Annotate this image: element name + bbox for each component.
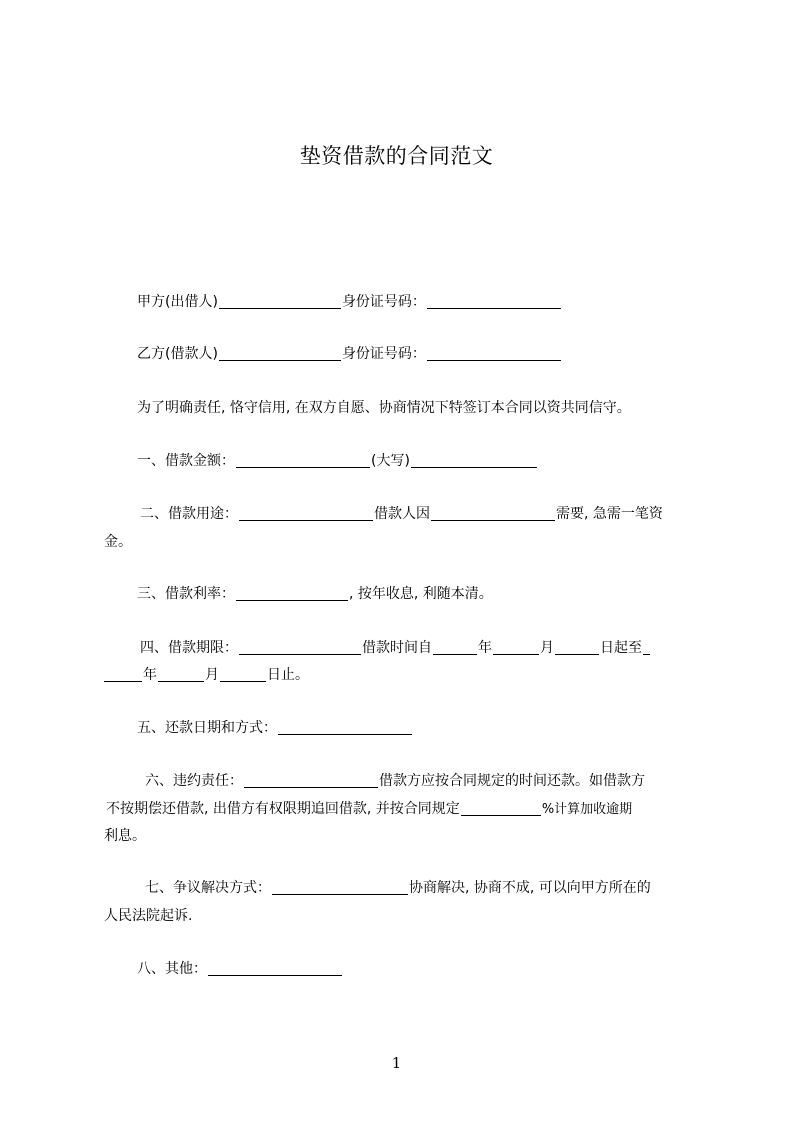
interest-rate-blank[interactable]	[236, 586, 348, 601]
breach-liability-blank[interactable]	[244, 773, 378, 788]
party-a-line	[137, 288, 562, 316]
clause-6-breach	[145, 767, 645, 795]
clause-2-text-a: 借款人因	[374, 506, 430, 522]
clause-4-label: 四、借款期限：	[140, 640, 238, 656]
clause-6-text-b: 不按期偿还借款, 出借方有权限期追回借款, 并按合同规定	[106, 801, 460, 817]
end-year-label: 年	[143, 667, 157, 683]
loan-purpose-blank[interactable]	[239, 506, 373, 521]
loan-amount-blank[interactable]	[236, 453, 370, 468]
start-year-blank[interactable]	[433, 640, 477, 655]
clause-3-label: 三、借款利率：	[137, 586, 235, 602]
clause-4-text-a: 借款时间自	[362, 640, 432, 656]
clause-6-text-a: 借款方应按合同规定的时间还款。如借款方	[379, 773, 645, 789]
clause-5-repayment	[137, 714, 413, 742]
party-b-label: 乙方(借款人)	[137, 346, 218, 362]
end-day-blank[interactable]	[220, 667, 266, 682]
clause-1-daxie: (大写)	[371, 453, 410, 469]
document-title: 垫资借款的合同范文	[299, 144, 494, 168]
end-year-blank[interactable]	[104, 667, 142, 682]
clause-2-continuation: 金。	[104, 534, 132, 550]
clause-6-label: 六、违约责任：	[145, 773, 243, 789]
party-b-id-label: 身份证号码：	[341, 346, 426, 362]
end-month-blank[interactable]	[158, 667, 204, 682]
dispute-method-blank[interactable]	[272, 880, 408, 895]
clause-8-other	[137, 955, 343, 983]
end-month-label: 月	[205, 667, 219, 683]
end-day-label: 日止。	[267, 667, 309, 683]
clause-2-label: 二、借款用途：	[140, 506, 238, 522]
clause-7-label: 七、争议解决方式：	[145, 880, 271, 896]
loan-amount-daxie-blank[interactable]	[411, 453, 537, 468]
clause-6-continuation-1	[106, 795, 632, 824]
clause-5-label: 五、还款日期和方式：	[137, 720, 277, 736]
clause-7-text-a: 协商解决, 协商不成, 可以向甲方所在的	[409, 880, 651, 896]
party-b-name-blank[interactable]	[219, 346, 341, 361]
clause-7-dispute	[145, 874, 651, 902]
party-a-id-blank[interactable]	[427, 294, 561, 309]
clause-3-text-a: , 按年收息, 利随本清。	[349, 586, 493, 602]
clause-7-continuation: 人民法院起诉.	[104, 908, 193, 924]
loan-term-blank[interactable]	[239, 640, 361, 655]
clause-1-label: 一、借款金额：	[137, 453, 235, 469]
start-month-label: 月	[540, 640, 554, 656]
start-day-blank[interactable]	[555, 640, 599, 655]
start-day-label: 日起至	[600, 640, 642, 656]
penalty-rate-blank[interactable]	[461, 801, 541, 816]
start-month-blank[interactable]	[493, 640, 539, 655]
party-b-id-blank[interactable]	[427, 346, 561, 361]
party-a-name-blank[interactable]	[219, 294, 341, 309]
start-year-label: 年	[478, 640, 492, 656]
clause-6-continuation-2: 利息。	[104, 828, 146, 844]
party-b-line	[137, 340, 562, 368]
clause-6-text-c: %计算加收逾期	[541, 802, 633, 817]
preamble: 为了明确责任, 恪守信用, 在双方自愿、协商情况下特签订本合同以资共同信守。	[137, 400, 631, 416]
end-year-blank-start[interactable]	[643, 640, 650, 655]
clause-1-loan-amount	[137, 447, 538, 475]
party-a-label: 甲方(出借人)	[137, 294, 218, 310]
page-number: 1	[391, 1054, 402, 1072]
loan-reason-blank[interactable]	[431, 506, 555, 521]
clause-4-continuation	[104, 661, 309, 689]
clause-3-interest-rate	[137, 580, 493, 608]
clause-2-text-b: 需要, 急需一笔资	[556, 506, 663, 522]
clause-8-label: 八、其他：	[137, 961, 207, 977]
clause-2-loan-purpose	[140, 500, 663, 528]
clause-4-loan-term	[140, 634, 651, 662]
other-terms-blank[interactable]	[208, 961, 342, 976]
party-a-id-label: 身份证号码：	[341, 294, 426, 310]
repayment-method-blank[interactable]	[278, 720, 412, 735]
